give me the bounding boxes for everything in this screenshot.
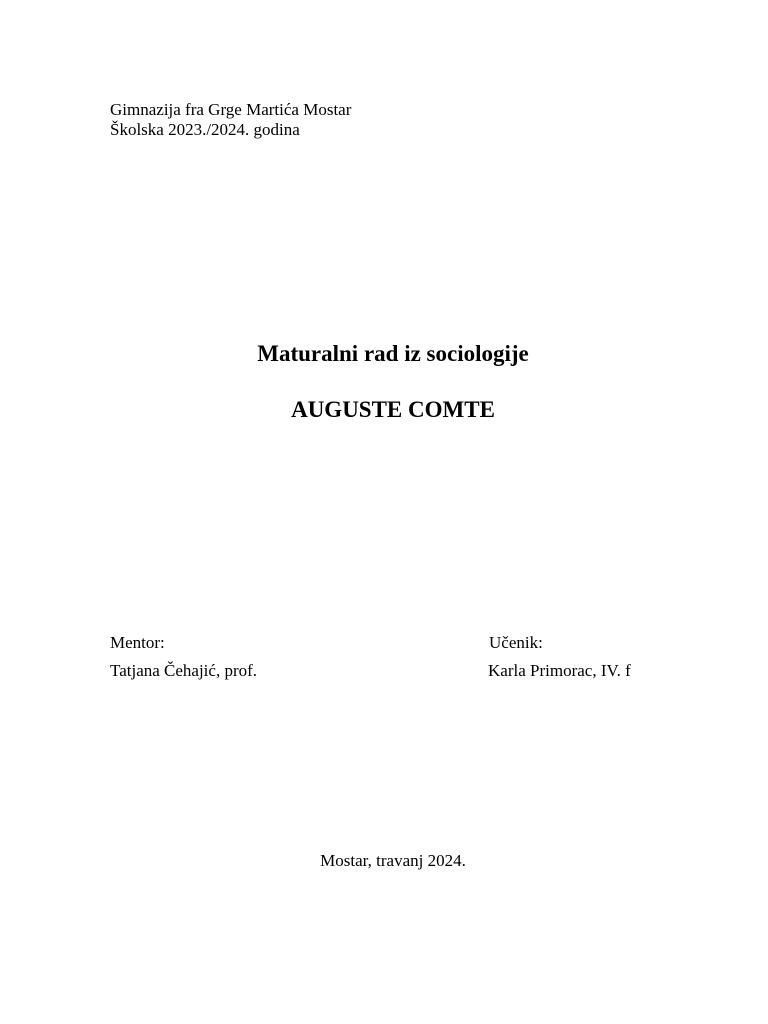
school-name: Gimnazija fra Grge Martića Mostar bbox=[110, 100, 352, 119]
document-title: Maturalni rad iz sociologije bbox=[257, 341, 529, 366]
school-header bbox=[110, 100, 351, 140]
student-label: Učenik: bbox=[489, 633, 543, 652]
school-year: Školska 2023./2024. godina bbox=[110, 120, 300, 139]
mentor-name: Tatjana Čehajić, prof. bbox=[110, 661, 258, 680]
document-subject: AUGUSTE COMTE bbox=[291, 397, 495, 422]
place-and-date: Mostar, travanj 2024. bbox=[320, 851, 466, 870]
mentor-label: Mentor: bbox=[110, 633, 165, 652]
student-name: Karla Primorac, IV. f bbox=[488, 661, 631, 680]
